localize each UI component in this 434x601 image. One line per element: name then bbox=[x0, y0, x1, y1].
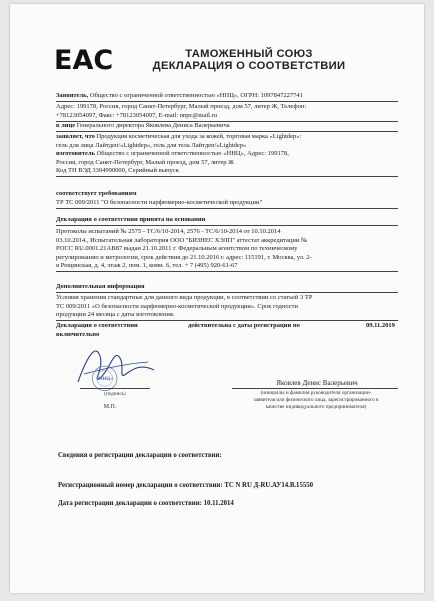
extra-label: Дополнительная информация bbox=[56, 283, 145, 290]
maker-line2: Россия, город Санкт-Петербург, Малый проезд, дом 57, литер Ж bbox=[56, 158, 234, 166]
registration-number-label: Регистрационный номер декларации о соответствии: bbox=[58, 482, 223, 489]
basis-line5: я Рощинская, д. 4, этаж 2, пом. 1, комн. 6, тел. + 7 (495) 920-61-67 bbox=[56, 262, 238, 269]
signer-name: Яковлев Денис Валерьевич bbox=[276, 379, 358, 387]
applicant-contacts: +78123054097, Факс: +78123054097, E-mail: nnpc@mail.ru bbox=[56, 111, 217, 119]
divider bbox=[56, 131, 398, 132]
eac-logo: EAC bbox=[54, 45, 114, 76]
declares-label: заявляет, что bbox=[56, 133, 95, 140]
registration-date-label: Дата регистрации декларации о соответствии: bbox=[58, 500, 202, 507]
declaration-page bbox=[10, 4, 424, 593]
extra-line1: Условия хранения стандартные для данного вида продукции, в соответствии со статьей 3 ТР bbox=[56, 294, 313, 301]
person-line bbox=[56, 122, 396, 131]
basis-line1: Протоколы испытаний № 2575 - ТС/6/10-2014, 2576 - ТС/6/10-2014 от 10.10.2014 bbox=[56, 228, 281, 235]
applicant-line bbox=[56, 92, 396, 101]
basis-line3: РОСС RU.0001.21АВ87 выдан 21.10.2011 г. Федеральным агентством по техническому bbox=[56, 245, 298, 252]
registration-number: ТС N RU Д-RU.АУ14.В.15550 bbox=[224, 482, 314, 489]
stamp-mp: М.П. bbox=[103, 404, 117, 410]
basis-label: Декларация о соответствии принята на основании bbox=[56, 216, 206, 223]
validity-line bbox=[56, 322, 401, 331]
caption-line3: качестве индивидуального предпринимателя) bbox=[265, 404, 367, 410]
basis-line4: регулированию и метрологии, срок действия до 21.10.2016 г. адрес: 115191, г. Москва, ул. 2- bbox=[56, 253, 312, 261]
declares-line2: гель для лица Лайтдеп/«Lightdep», гель для тела Лайтдеп/«Lightdep» bbox=[56, 141, 247, 149]
requirements-text: ТР ТС 009/2011 "О безопасности парфюмерно-косметической продукции" bbox=[56, 199, 263, 206]
stamp-label: «ННЦ» bbox=[96, 377, 114, 383]
applicant-text: Общество с ограниченной ответственностью «ННЦ», ОГРН: 1097847227741 bbox=[88, 92, 303, 99]
person-label: в лице bbox=[56, 122, 76, 129]
maker-text: Общество с ограниченной ответственностью «ННЦ», Адрес: 199178, bbox=[94, 150, 289, 157]
registration-date-line bbox=[58, 500, 234, 507]
maker-line1 bbox=[56, 150, 396, 159]
applicant-label: Заявитель, bbox=[56, 92, 89, 99]
caption-line2: заявителя или физического лица, зарегистрированного в bbox=[253, 397, 379, 403]
registration-heading: Сведения о регистрации декларации о соответствии: bbox=[58, 452, 222, 459]
applicant-address: Адрес: 199178, Россия, город Санкт-Петербург, Малый проезд, дом 57, литер Ж, Телефон: bbox=[56, 103, 307, 110]
product-code: Код ТН ВЭД 3304990000, Серийный выпуск bbox=[56, 167, 179, 174]
validity-mid: действительна с даты регистрации по bbox=[188, 322, 300, 329]
requirements-label: соответствует требованиям bbox=[56, 190, 137, 197]
registration-number-line bbox=[58, 482, 313, 489]
divider bbox=[56, 176, 398, 177]
divider bbox=[56, 225, 398, 226]
declares-text: Продукция косметическая для ухода за кожей, торговая марка «Lightdep»: bbox=[94, 133, 302, 140]
divider bbox=[56, 271, 398, 272]
divider bbox=[56, 208, 398, 209]
caption-line1: (инициалы и фамилия руководителя организации- bbox=[260, 390, 372, 396]
declares-line1 bbox=[56, 133, 396, 142]
extra-line2: ТС 009/2011 «О безопасности парфюмерно-косметической продукции». Срок годности bbox=[56, 302, 298, 310]
signature-line-left bbox=[80, 388, 150, 389]
declaration-title: ДЕКЛАРАЦИЯ О СООТВЕТСТВИИ bbox=[152, 60, 346, 72]
divider bbox=[56, 320, 398, 321]
basis-line2: 03.10.2014., Испытательная лаборатория ООО "БИЗНЕС ХЭЛП" аттестат аккредитации № bbox=[56, 236, 308, 244]
divider bbox=[56, 101, 398, 102]
validity-label: Декларация о соответствии bbox=[56, 322, 138, 329]
validity-date: 09.11.2019 bbox=[366, 322, 395, 329]
validity-inclusive: включительно bbox=[56, 331, 100, 338]
signature-caption: (подпись) bbox=[104, 391, 126, 397]
person-text: Генерального директора Яковлева Дениса Валерьевича bbox=[75, 122, 230, 129]
extra-line3: продукции 24 месяца с даты изготовления. bbox=[56, 311, 175, 318]
union-title: ТАМОЖЕННЫЙ СОЮЗ bbox=[185, 48, 313, 60]
divider bbox=[56, 292, 398, 293]
registration-date: 10.11.2014 bbox=[203, 500, 234, 507]
signature-line-right bbox=[232, 388, 398, 389]
maker-label: изготовитель bbox=[56, 150, 95, 157]
